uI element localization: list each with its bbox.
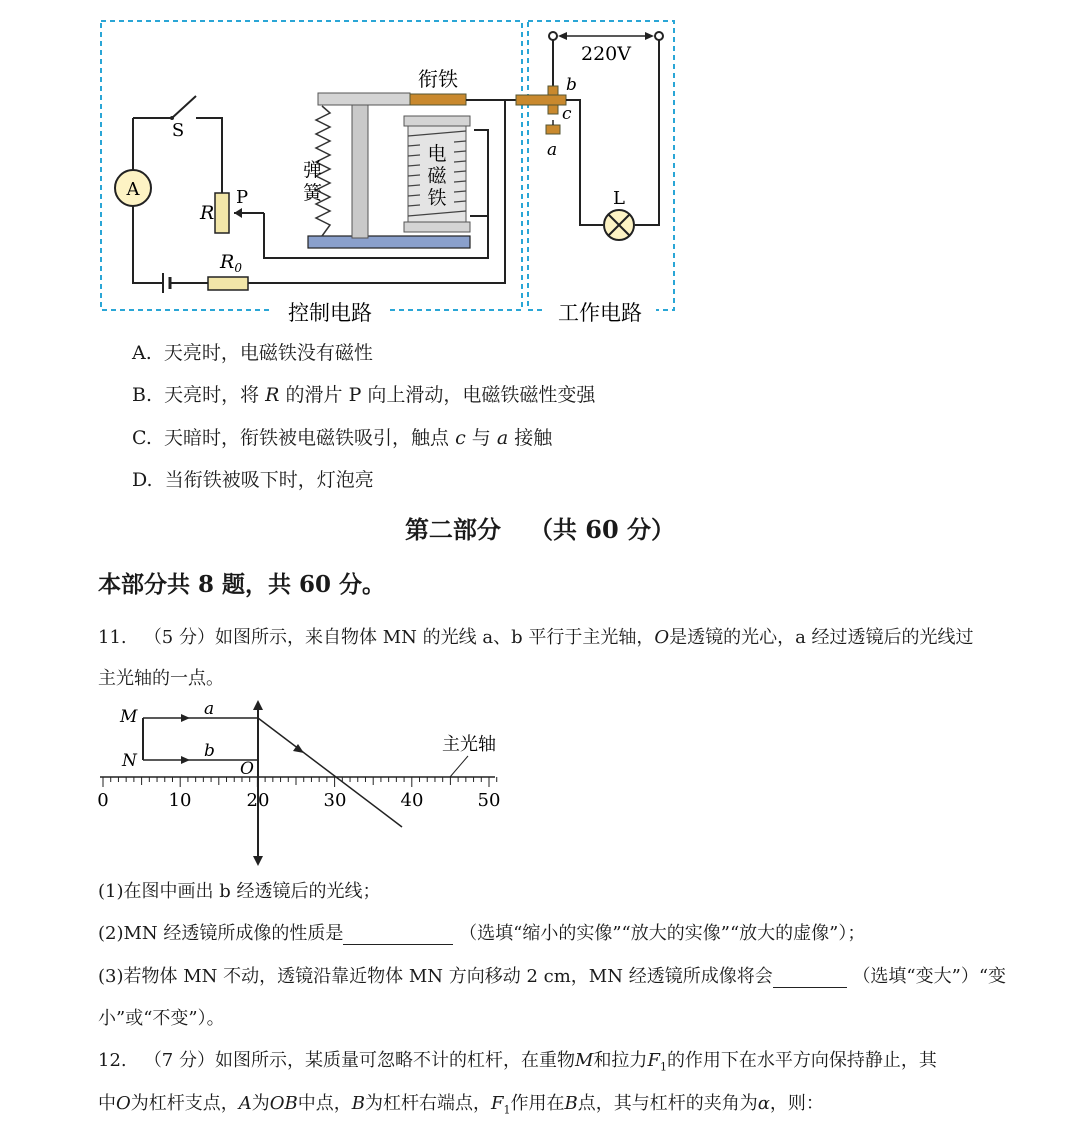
part-intro: 本部分共 8 题，共 60 分。 [98,571,386,598]
axis-ticks [103,777,497,787]
rheostat [215,193,229,233]
q11-sub3-line2: 小”或“不变”）。 [98,1008,225,1029]
q11-sub1: (1)在图中画出 b 经透镜后的光线； [98,881,381,902]
switch-label: S [171,120,185,141]
answer-blank-2[interactable] [343,926,453,945]
resistor-r0 [208,277,248,290]
rheostat-label: R [200,202,215,224]
q11-line1: 11. （5 分）如图所示，来自物体 MN 的光线 a、b 平行于主光轴，O是透镜的光心，a 经过透镜后的光线过 [98,627,974,648]
lens-diagram [90,698,510,868]
q12-line1: 12. （7 分）如图所示，某质量可忽略不计的杠杆，在重物M和拉力$F_1$的作用下在水平方向保持静止，其 [98,1050,937,1074]
label-m: M [120,707,138,727]
option-d: D. 当衔铁被吸下时，灯泡亮 [132,469,374,491]
option-b: B. 天亮时，将 R 的滑片 P 向上滑动，电磁铁磁性变强 [132,384,596,406]
svg-text:A: A [126,179,140,200]
lamp [604,210,634,240]
relay-circuit-diagram [0,0,1080,335]
option-c: C. 天暗时，衔铁被电磁铁吸引，触点 c 与 a 接触 [132,427,553,449]
contact-a-label: a [547,140,558,160]
electromagnet [404,116,470,232]
ammeter [115,170,151,206]
terminal-right [655,32,663,40]
label-n: N [122,751,137,771]
label-o: O [240,759,254,779]
contact-c-label: c [562,104,572,124]
answer-blank-3[interactable] [773,969,847,988]
tick-label-0: 0 [97,790,109,811]
lever [318,93,410,105]
base-plate [308,236,470,248]
q11-sub2: (2)MN 经透镜所成像的性质是 （选填“缩小的实像”“放大的实像”“放大的虚像”）； [98,923,866,944]
pivot-post [352,104,368,238]
contact-b [548,86,558,95]
r0-label: $R_0$ [220,251,242,275]
contact-b-label: b [566,75,577,95]
q11-sub3: (3)若物体 MN 不动，透镜沿靠近物体 MN 方向移动 2 cm，MN 经透镜所成像将会 （选填“变大”）“变 [98,966,1007,987]
control-circuit-label: 控制电路 [288,301,372,325]
axis-label: 主光轴 [442,734,496,755]
q11-line2: 主光轴的一点。 [98,668,224,689]
lamp-label: L [613,188,625,209]
terminal-left [549,32,557,40]
contact-a [546,125,560,134]
voltage-label: 220V [581,43,631,65]
spring-label-2: 簧 [303,182,323,204]
armature [410,94,466,105]
tick-label-40: 40 [400,790,424,811]
part-title: 第二部分 （共 60 分） [404,515,676,544]
spring-label-1: 弹 [303,159,323,181]
q12-line2: 中O为杠杆支点，A为OB中点，B为杠杆右端点，$F_1$作用在B点，其与杠杆的夹角为α，则： [98,1093,824,1117]
label-a: a [204,699,215,719]
contact-c [548,105,558,114]
battery [163,273,170,293]
work-circuit-label: 工作电路 [558,301,642,325]
tick-label-20: 20 [246,790,270,811]
label-b: b [204,741,215,761]
tick-label-30: 30 [323,790,347,811]
armature-arm [516,95,566,105]
slider-label: P [236,187,249,208]
option-a: A. 天亮时，电磁铁没有磁性 [132,342,373,364]
tick-label-50: 50 [477,790,501,811]
magnet-label-1: 电 [427,143,447,165]
tick-label-10: 10 [168,790,192,811]
magnet-label-2: 磁 [427,165,447,187]
armature-label: 衔铁 [418,67,458,91]
magnet-label-3: 铁 [427,187,447,209]
